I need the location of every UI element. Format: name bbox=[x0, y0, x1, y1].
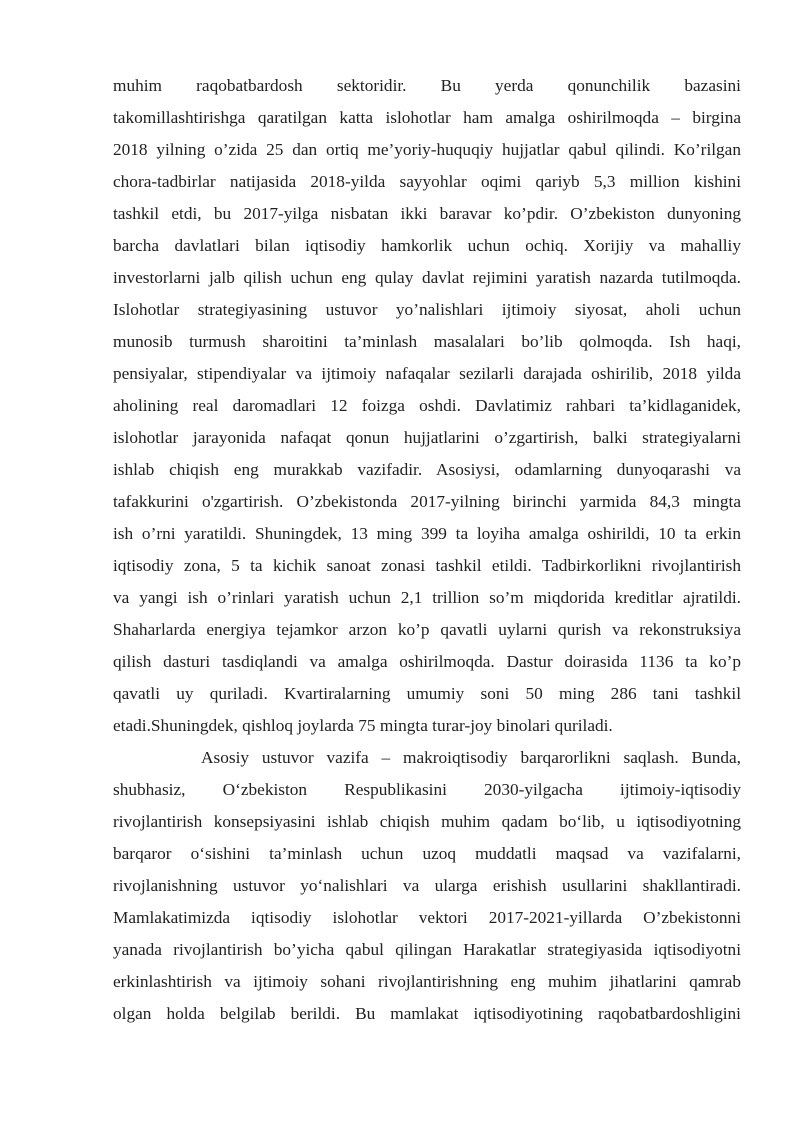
text-line: iqtisodiy zona, 5 ta kichik sanoat zonasi tashkil etildi. Tadbirkorlikni rivojlantirish bbox=[113, 556, 741, 575]
text-line: rivojlantirish konsepsiyasini ishlab chiqish muhim qadam bo‘lib, u iqtisodiyotning bbox=[113, 812, 741, 831]
text-line: takomillashtirishga qaratilgan katta islohotlar ham amalga oshirilmoqda – birgina bbox=[113, 108, 741, 127]
text-line: tashkil etdi, bu 2017-yilga nisbatan ikki baravar ko’pdir. O’zbekiston dunyoning bbox=[113, 204, 741, 223]
text-line: muhim raqobatbardosh sektoridir. Bu yerda qonunchilik bazasini bbox=[113, 76, 741, 95]
text-line: olgan holda belgilab berildi. Bu mamlakat iqtisodiyotining raqobatbardoshligini bbox=[113, 1004, 741, 1023]
text-line: shubhasiz, O‘zbekiston Respublikasini 2030-yilgacha ijtimoiy-iqtisodiy bbox=[113, 780, 741, 799]
text-line-indented: Asosiy ustuvor vazifa – makroiqtisodiy barqarorlikni saqlash. Bunda, bbox=[201, 748, 741, 767]
text-line: va yangi ish o’rinlari yaratish uchun 2,1 trillion so’m miqdorida kreditlar ajratildi. bbox=[113, 588, 741, 607]
text-line: Mamlakatimizda iqtisodiy islohotlar vektori 2017-2021-yillarda O’zbekistonni bbox=[113, 908, 741, 927]
text-line: barqaror o‘sishini ta’minlash uchun uzoq muddatli maqsad va vazifalarni, bbox=[113, 844, 741, 863]
text-line: erkinlashtirish va ijtimoiy sohani rivojlantirishning eng muhim jihatlarini qamrab bbox=[113, 972, 741, 991]
text-line: barcha davlatlari bilan iqtisodiy hamkorlik uchun ochiq. Xorijiy va mahalliy bbox=[113, 236, 741, 255]
text-line: chora-tadbirlar natijasida 2018-yilda sayyohlar oqimi qariyb 5,3 million kishini bbox=[113, 172, 741, 191]
text-line: aholining real daromadlari 12 foizga oshdi. Davlatimiz rahbari ta’kidlaganidek, bbox=[113, 396, 741, 415]
text-line: ishlab chiqish eng murakkab vazifadir. Asosiysi, odamlarning dunyoqarashi va bbox=[113, 460, 741, 479]
text-line: qavatli uy quriladi. Kvartiralarning umumiy soni 50 ming 286 tani tashkil bbox=[113, 684, 741, 703]
text-line: tafakkurini o'zgartirish. O’zbekistonda 2017-yilning birinchi yarmida 84,3 mingta bbox=[113, 492, 741, 511]
paragraph-tourism-reforms bbox=[113, 70, 741, 742]
text-line: qilish dasturi tasdiqlandi va amalga oshirilmoqda. Dastur doirasida 1136 ta ko’p bbox=[113, 652, 741, 671]
text-line: islohotlar jarayonida nafaqat qonun hujjatlarini o’zgartirish, balki strategiyalarni bbox=[113, 428, 741, 447]
text-line: rivojlanishning ustuvor yo‘nalishlari va ularga erishish usullarini shakllantiradi. bbox=[113, 876, 741, 895]
text-line: etadi.Shuningdek, qishloq joylarda 75 mingta turar-joy binolari quriladi. bbox=[113, 716, 613, 735]
text-line: yanada rivojlantirish bo’yicha qabul qilingan Harakatlar strategiyasida iqtisodiyotni bbox=[113, 940, 741, 959]
text-line: ish o’rni yaratildi. Shuningdek, 13 ming 399 ta loyiha amalga oshirildi, 10 ta erkin bbox=[113, 524, 741, 543]
text-line: munosib turmush sharoitini ta’minlash masalalari bo’lib qolmoqda. Ish haqi, bbox=[113, 332, 741, 351]
text-line: Shaharlarda energiya tejamkor arzon ko’p qavatli uylarni qurish va rekonstruksiya bbox=[113, 620, 741, 639]
document-page bbox=[113, 70, 741, 1030]
text-line: investorlarni jalb qilish uchun eng qulay davlat rejimini yaratish nazarda tutilmoqda. bbox=[113, 268, 741, 287]
text-line: 2018 yilning o’zida 25 dan ortiq me’yoriy-huquqiy hujjatlar qabul qilindi. Ko’rilgan bbox=[113, 140, 741, 159]
text-line: pensiyalar, stipendiyalar va ijtimoiy nafaqalar sezilarli darajada oshirilib, 2018 yilda bbox=[113, 364, 741, 383]
paragraph-macroeconomic-stability bbox=[113, 742, 741, 1030]
text-line: Islohotlar strategiyasining ustuvor yo’nalishlari ijtimoiy siyosat, aholi uchun bbox=[113, 300, 741, 319]
